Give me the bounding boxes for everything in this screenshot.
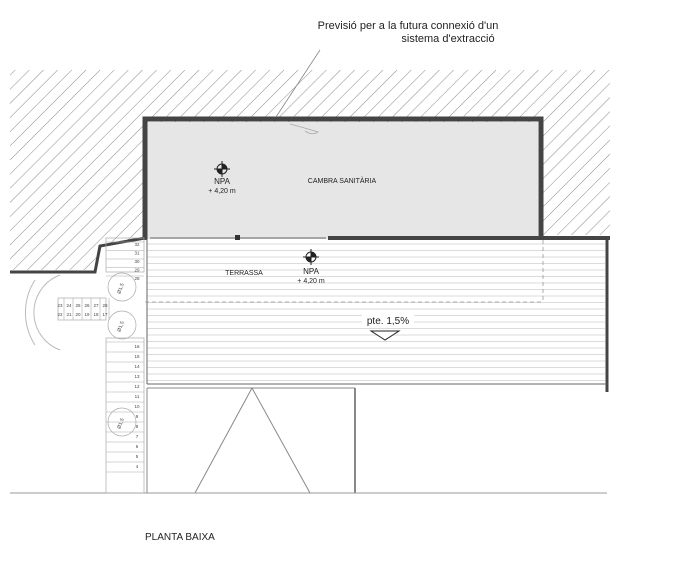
stair-step-label: 21	[66, 312, 72, 317]
stair-step-label: 12	[134, 384, 140, 389]
stair-step-label: 29	[134, 267, 140, 273]
level-value-terrassa: + 4,20 m	[297, 278, 325, 285]
stair-step-label: 16	[134, 344, 140, 349]
stair-step-label: 11	[134, 394, 140, 399]
stair-step-label: 7	[135, 434, 139, 439]
lower-structure	[10, 388, 607, 493]
stair-step-label: 10	[134, 404, 140, 409]
slope-label: pte. 1,5%	[366, 316, 410, 327]
stair-step-label: 15	[134, 354, 140, 359]
level-label-cambra: NPA	[214, 177, 230, 186]
stair-diameter-label: Ø1,5	[116, 320, 126, 333]
stair-step-label: 26	[84, 303, 90, 308]
stair-step-label: 6	[135, 444, 139, 449]
stair-step-label: 19	[84, 312, 90, 317]
annotation-line-1: Previsió per a la futura connexió d'un	[317, 20, 499, 32]
stair-step-label: 4	[135, 464, 139, 469]
stair-step-label: 25	[75, 303, 81, 308]
stair-step-label: 30	[134, 259, 140, 264]
stair-step-label: 28	[102, 303, 108, 308]
stair-step-label: 8	[135, 424, 139, 429]
stair-diameter-label: Ø1,5	[116, 282, 126, 295]
level-value-cambra: + 4,20 m	[208, 188, 236, 195]
stair-step-label: 17	[102, 312, 108, 317]
level-symbol-terrassa	[303, 249, 319, 265]
stair-step-label: 23	[57, 303, 63, 308]
room-label-cambra: CAMBRA SANITÀRIA	[307, 178, 377, 185]
stair-step-label: 27	[93, 303, 99, 308]
plan-title: PLANTA BAIXA	[145, 532, 215, 543]
terrassa-deck	[147, 244, 605, 381]
stair-step-label: 5	[135, 454, 139, 459]
stair-step-label: 31	[134, 250, 140, 256]
opening-marker	[235, 235, 240, 240]
stair-step-label: 20	[75, 312, 81, 317]
room-label-terrassa: TERRASSA	[225, 270, 263, 277]
level-label-terrassa: NPA	[303, 267, 319, 276]
annotation-line-2: sistema d'extracció	[401, 33, 495, 45]
stair-step-label: 13	[134, 374, 140, 379]
stair-step-label: 32	[134, 242, 140, 247]
stair-step-label: 14	[134, 364, 140, 369]
stair-step-label: 22	[57, 312, 63, 317]
stair-diameter-label: Ø1,5	[116, 417, 126, 430]
stair-step-label: 9	[135, 414, 139, 419]
stair-step-label: 24	[66, 303, 72, 308]
stair-step-label: 28	[134, 276, 140, 281]
stair-step-label: 18	[93, 312, 99, 317]
staircase	[10, 238, 145, 493]
